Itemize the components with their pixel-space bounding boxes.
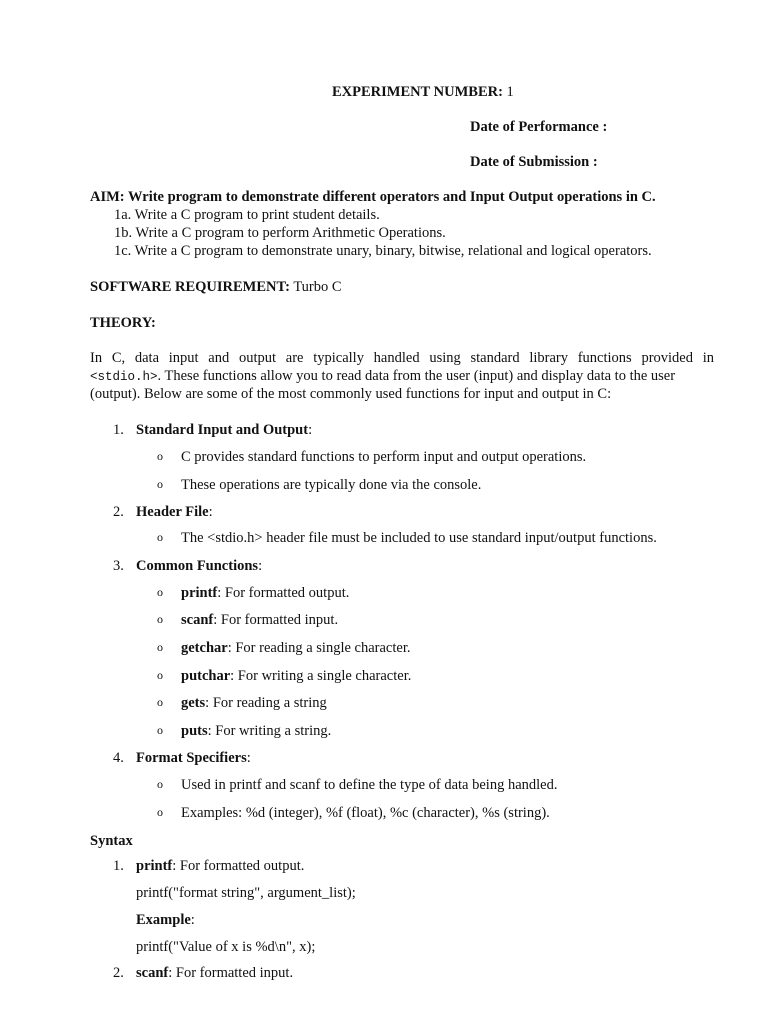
function-name: scanf (181, 612, 214, 628)
syntax-function-desc: : For formatted input. (168, 965, 294, 981)
section-title: Format Specifiers (136, 750, 247, 766)
experiment-number: 1 (506, 84, 514, 100)
section-number: 2. (113, 504, 124, 520)
bullet-icon: o (157, 723, 163, 737)
bullet-text: The <stdio.h> header file must be included to use standard input/output functions. (181, 530, 657, 546)
bullet-icon: o (157, 477, 163, 491)
software-value: Turbo C (293, 279, 342, 295)
aim-item: 1c. Write a C program to demonstrate unary, binary, bitwise, relational and logical operators. (114, 243, 652, 259)
bullet-text: These operations are typically done via the console. (181, 477, 482, 493)
function-name: getchar (181, 640, 228, 656)
example-label: Example (136, 912, 191, 928)
bullet-icon: o (157, 777, 163, 791)
theory-intro-line-1: In C, data input and output are typically handled using standard library functions provided in (90, 350, 714, 366)
bullet-icon: o (157, 612, 163, 626)
section-number: 4. (113, 750, 124, 766)
theory-heading: THEORY: (90, 315, 156, 331)
bullet-icon: o (157, 585, 163, 599)
bullet-icon: o (157, 449, 163, 463)
bullet-icon: o (157, 805, 163, 819)
section-number: 1. (113, 422, 124, 438)
date-of-performance: Date of Performance : (470, 119, 608, 135)
function-name: printf (181, 585, 218, 601)
section-title: Header File (136, 504, 209, 520)
experiment-label: EXPERIMENT NUMBER: (332, 84, 503, 100)
example-line: Example: (136, 912, 195, 928)
printf-example-code: printf("Value of x is %d\n", x); (136, 939, 316, 955)
bullet-text: C provides standard functions to perform input and output operations. (181, 449, 587, 465)
syntax-heading: Syntax (90, 833, 133, 849)
function-name: puts (181, 723, 208, 739)
aim-item: 1a. Write a C program to print student details. (114, 207, 380, 223)
bullet-icon: o (157, 640, 163, 654)
function-desc: : For reading a string (205, 695, 327, 711)
theory-intro-line-2 (90, 368, 675, 385)
software-requirement (90, 279, 342, 296)
aim-label: AIM: (90, 189, 125, 205)
aim-item: 1b. Write a C program to perform Arithmetic Operations. (114, 225, 446, 241)
function-desc: : For writing a string. (207, 723, 332, 739)
bullet-icon: o (157, 530, 163, 544)
function-name: putchar (181, 668, 231, 684)
section-title: Standard Input and Output (136, 422, 309, 438)
bullet-text: Used in printf and scanf to define the type of data being handled. (181, 777, 558, 793)
syntax-function-name: printf (136, 858, 173, 874)
function-desc: : For writing a single character. (230, 668, 412, 684)
function-desc: : For reading a single character. (227, 640, 411, 656)
function-name: gets (181, 695, 206, 711)
experiment-title (332, 84, 514, 101)
function-desc: : For formatted output. (217, 585, 350, 601)
date-of-submission: Date of Submission : (470, 154, 598, 170)
bullet-icon: o (157, 695, 163, 709)
stdio-code: <stdio.h> (90, 370, 158, 384)
function-desc: : For formatted input. (213, 612, 339, 628)
bullet-icon: o (157, 668, 163, 682)
theory-intro-text: . These functions allow you to read data from the user (input) and display data to the user (157, 368, 676, 384)
aim-line (90, 189, 656, 206)
syntax-number: 1. (113, 858, 124, 874)
syntax-number: 2. (113, 965, 124, 981)
printf-syntax-code: printf("format string", argument_list); (136, 885, 356, 901)
section-number: 3. (113, 558, 124, 574)
aim-text: Write program to demonstrate different operators and Input Output operations in C. (128, 189, 656, 205)
bullet-text: Examples: %d (integer), %f (float), %c (character), %s (string). (181, 805, 550, 821)
syntax-function-desc: : For formatted output. (172, 858, 305, 874)
software-label: SOFTWARE REQUIREMENT: (90, 279, 290, 295)
syntax-function-name: scanf (136, 965, 169, 981)
section-title: Common Functions (136, 558, 259, 574)
theory-intro-line-3: (output). Below are some of the most commonly used functions for input and output in C: (90, 386, 612, 402)
